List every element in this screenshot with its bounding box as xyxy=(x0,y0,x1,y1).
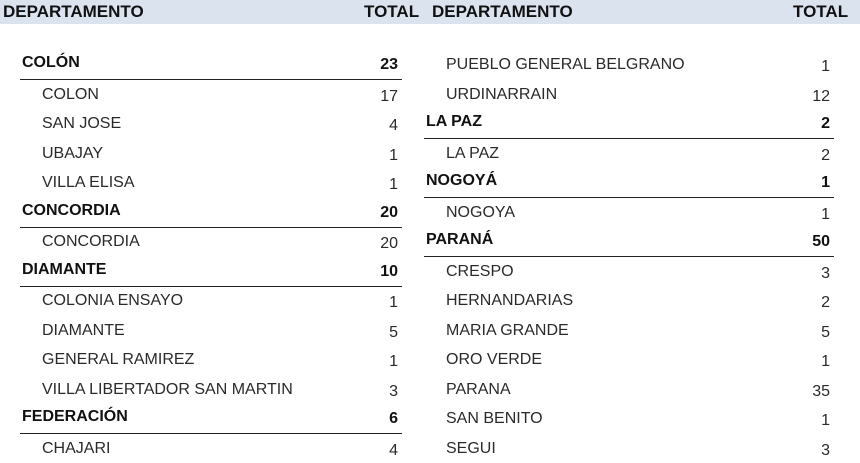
municipality-row xyxy=(424,375,834,404)
municipality-row xyxy=(424,257,834,286)
department-name: FEDERACIÓN xyxy=(22,408,128,425)
municipality-name: COLON xyxy=(42,85,99,103)
department-total: 23 xyxy=(380,56,398,73)
department-name: PARANÁ xyxy=(426,231,494,248)
municipality-row xyxy=(20,227,402,256)
municipality-name: HERNANDARIAS xyxy=(446,292,574,309)
municipality-name: SEGUI xyxy=(446,439,496,457)
department-row xyxy=(424,168,834,198)
municipality-row xyxy=(20,139,402,168)
municipality-total: 12 xyxy=(812,87,830,105)
department-row xyxy=(20,50,402,80)
department-total: 20 xyxy=(380,203,398,221)
department-total: 1 xyxy=(821,174,830,191)
municipality-name: DIAMANTE xyxy=(42,321,125,339)
municipality-row xyxy=(424,50,834,79)
municipality-name: COLONIA ENSAYO xyxy=(42,292,184,309)
municipality-name: PARANA xyxy=(446,380,511,398)
municipality-row xyxy=(424,434,834,463)
municipality-total: 3 xyxy=(389,382,398,400)
municipality-name: CONCORDIA xyxy=(42,233,140,250)
municipality-row xyxy=(20,345,402,374)
department-row xyxy=(424,109,834,139)
department-row xyxy=(20,198,402,228)
department-name: COLÓN xyxy=(22,54,80,71)
municipality-row xyxy=(424,139,834,168)
municipality-name: CHAJARI xyxy=(42,439,111,457)
department-name: DIAMANTE xyxy=(22,260,107,278)
municipality-name: SAN BENITO xyxy=(446,410,543,427)
municipality-name: PUEBLO GENERAL BELGRANO xyxy=(446,56,685,73)
municipality-total: 1 xyxy=(389,353,398,370)
department-row xyxy=(424,227,834,257)
municipality-total: 5 xyxy=(389,323,398,341)
column-header-departamento: DEPARTAMENTO xyxy=(432,2,573,21)
department-total: 50 xyxy=(812,233,830,250)
municipality-row xyxy=(424,345,834,374)
municipality-row xyxy=(424,286,834,315)
municipality-total: 1 xyxy=(389,176,398,193)
department-row xyxy=(20,404,402,434)
municipality-total: 1 xyxy=(389,146,398,164)
department-name: LA PAZ xyxy=(426,113,482,130)
table-header xyxy=(0,0,860,24)
municipality-total: 5 xyxy=(821,323,830,341)
municipality-name: UBAJAY xyxy=(42,144,104,162)
municipality-row xyxy=(20,375,402,404)
municipality-name: NOGOYA xyxy=(446,203,516,221)
department-total: 6 xyxy=(389,410,398,427)
department-total: 10 xyxy=(380,262,398,280)
municipality-row xyxy=(424,80,834,109)
department-row xyxy=(20,257,402,287)
municipality-total: 1 xyxy=(821,205,830,223)
municipality-row xyxy=(20,434,402,463)
municipality-total: 20 xyxy=(380,235,398,252)
municipality-total: 4 xyxy=(389,117,398,134)
municipality-total: 1 xyxy=(821,412,830,429)
municipality-row xyxy=(20,109,402,138)
municipality-row xyxy=(20,286,402,315)
municipality-name: VILLA ELISA xyxy=(42,174,135,191)
column-header-total: TOTAL xyxy=(364,2,420,21)
municipality-total: 4 xyxy=(389,441,398,459)
municipality-name: ORO VERDE xyxy=(446,351,543,368)
department-name: CONCORDIA xyxy=(22,201,121,219)
municipality-row xyxy=(20,316,402,345)
municipality-total: 3 xyxy=(821,264,830,282)
municipality-row xyxy=(20,168,402,197)
municipality-name: MARIA GRANDE xyxy=(446,321,569,339)
municipality-total: 17 xyxy=(380,87,398,105)
municipality-total: 3 xyxy=(821,441,830,459)
municipality-row xyxy=(20,80,402,109)
municipality-total: 2 xyxy=(821,294,830,311)
municipality-row xyxy=(424,198,834,227)
municipality-total: 1 xyxy=(821,353,830,370)
municipality-name: URDINARRAIN xyxy=(446,85,558,103)
municipality-row xyxy=(424,316,834,345)
municipality-name: GENERAL RAMIREZ xyxy=(42,351,195,368)
department-name: NOGOYÁ xyxy=(426,172,498,189)
municipality-total: 35 xyxy=(812,382,830,400)
municipality-total: 2 xyxy=(821,146,830,164)
column-header-departamento: DEPARTAMENTO xyxy=(3,2,144,21)
department-total: 2 xyxy=(821,115,830,132)
municipality-name: SAN JOSE xyxy=(42,115,122,132)
municipality-name: CRESPO xyxy=(446,262,514,280)
municipality-total: 1 xyxy=(389,294,398,311)
municipality-row xyxy=(424,404,834,433)
municipality-name: VILLA LIBERTADOR SAN MARTIN xyxy=(42,380,293,398)
municipality-total: 1 xyxy=(821,58,830,75)
municipality-name: LA PAZ xyxy=(446,144,500,162)
column-header-total: TOTAL xyxy=(793,2,849,21)
